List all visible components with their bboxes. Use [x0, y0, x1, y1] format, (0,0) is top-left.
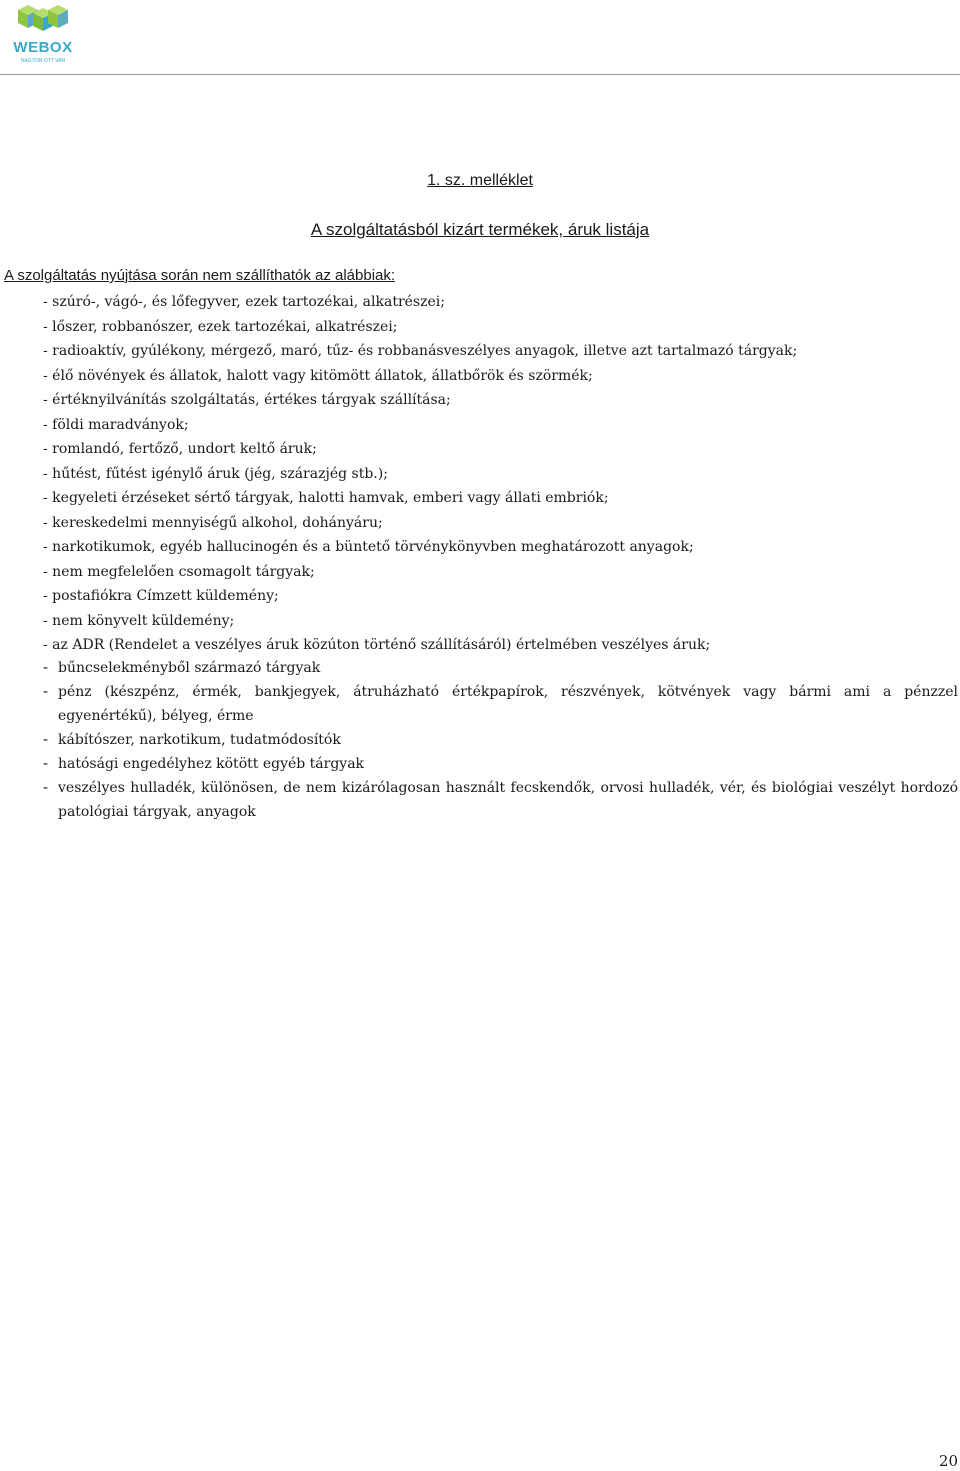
logo-brand: WEBOX: [13, 39, 73, 56]
webox-logo: [8, 4, 78, 66]
intro-text: A szolgáltatás nyújtása során nem szállíthatók az alábbiak:: [4, 267, 396, 284]
list-item: [43, 656, 958, 680]
list-item-text: bűncselekményből származó tárgyak: [58, 660, 321, 676]
list-item: [43, 680, 958, 728]
list-item: - narkotikumok, egyéb hallucinogén és a büntető törvénykönyvben meghatározott anyagok;: [43, 539, 694, 555]
list-item: - romlandó, fertőző, undort keltő áruk;: [43, 441, 317, 457]
list-item: - kereskedelmi mennyiségű alkohol, dohányáru;: [43, 514, 383, 531]
page-number: 20: [938, 1452, 958, 1470]
list-item: [43, 776, 958, 824]
list-item: - az ADR (Rendelet a veszélyes áruk közúton történő szállításáról) értelmében veszélyes áruk;: [43, 637, 711, 653]
page-title: A szolgáltatásból kizárt termékek, áruk listája: [310, 220, 650, 239]
list-item: - postafiókra Címzett küldemény;: [43, 588, 279, 604]
list-item: - értéknyilvánítás szolgáltatás, értékes tárgyak szállítása;: [43, 392, 451, 408]
list-dash: -: [43, 755, 48, 772]
logo-tagline: NAGYON OTT VAN: [20, 58, 66, 64]
list-dash: -: [43, 659, 48, 676]
list-item: - nem megfelelően csomagolt tárgyak;: [43, 563, 315, 580]
list-dash: -: [43, 779, 48, 796]
list-item: - lőszer, robbanószer, ezek tartozékai, alkatrészei;: [43, 318, 398, 335]
list-dash: -: [43, 731, 48, 748]
annex-label: 1. sz. melléklet: [427, 172, 533, 189]
list-item: - hűtést, fűtést igénylő áruk (jég, szárazjég stb.);: [43, 465, 388, 482]
list-item: - földi maradványok;: [43, 416, 189, 433]
cubes-icon: [8, 4, 78, 40]
list-item: - kegyeleti érzéseket sértő tárgyak, halotti hamvak, emberi vagy állati embriók;: [43, 490, 609, 506]
list-item: [43, 728, 958, 752]
list-item: [43, 752, 958, 776]
excluded-items-list: [43, 290, 958, 658]
list-item-text: hatósági engedélyhez kötött egyéb tárgyak: [58, 756, 365, 772]
list-item: - radioaktív, gyúlékony, mérgező, maró, tűz- és robbanásveszélyes anyagok, illetve azt tartalmazó tárgyak;: [43, 343, 798, 359]
list-item: - szúró-, vágó-, és lőfegyver, ezek tartozékai, alkatrészei;: [43, 294, 445, 310]
list-dash: -: [43, 683, 48, 700]
list-item-text: pénz (készpénz, érmék, bankjegyek, átruházható értékpapírok, részvények, kötvények vagy bármi ami a pénzzel egyenértékű), bélyeg, érme: [58, 684, 958, 724]
list-item-text: kábítószer, narkotikum, tudatmódosítók: [58, 732, 341, 748]
excluded-items-list-dashed: [43, 656, 958, 824]
list-item: - élő növények és állatok, halott vagy kitömött állatok, állatbőrök és szörmék;: [43, 367, 593, 384]
list-item-text: veszélyes hulladék, különösen, de nem kizárólagosan használt fecskendők, orvosi hulladék, vér, és biológiai veszélyt hordozó patológiai tárgyak, anyagok: [58, 780, 958, 820]
list-item: - nem könyvelt küldemény;: [43, 612, 235, 629]
header-divider: [0, 74, 960, 75]
